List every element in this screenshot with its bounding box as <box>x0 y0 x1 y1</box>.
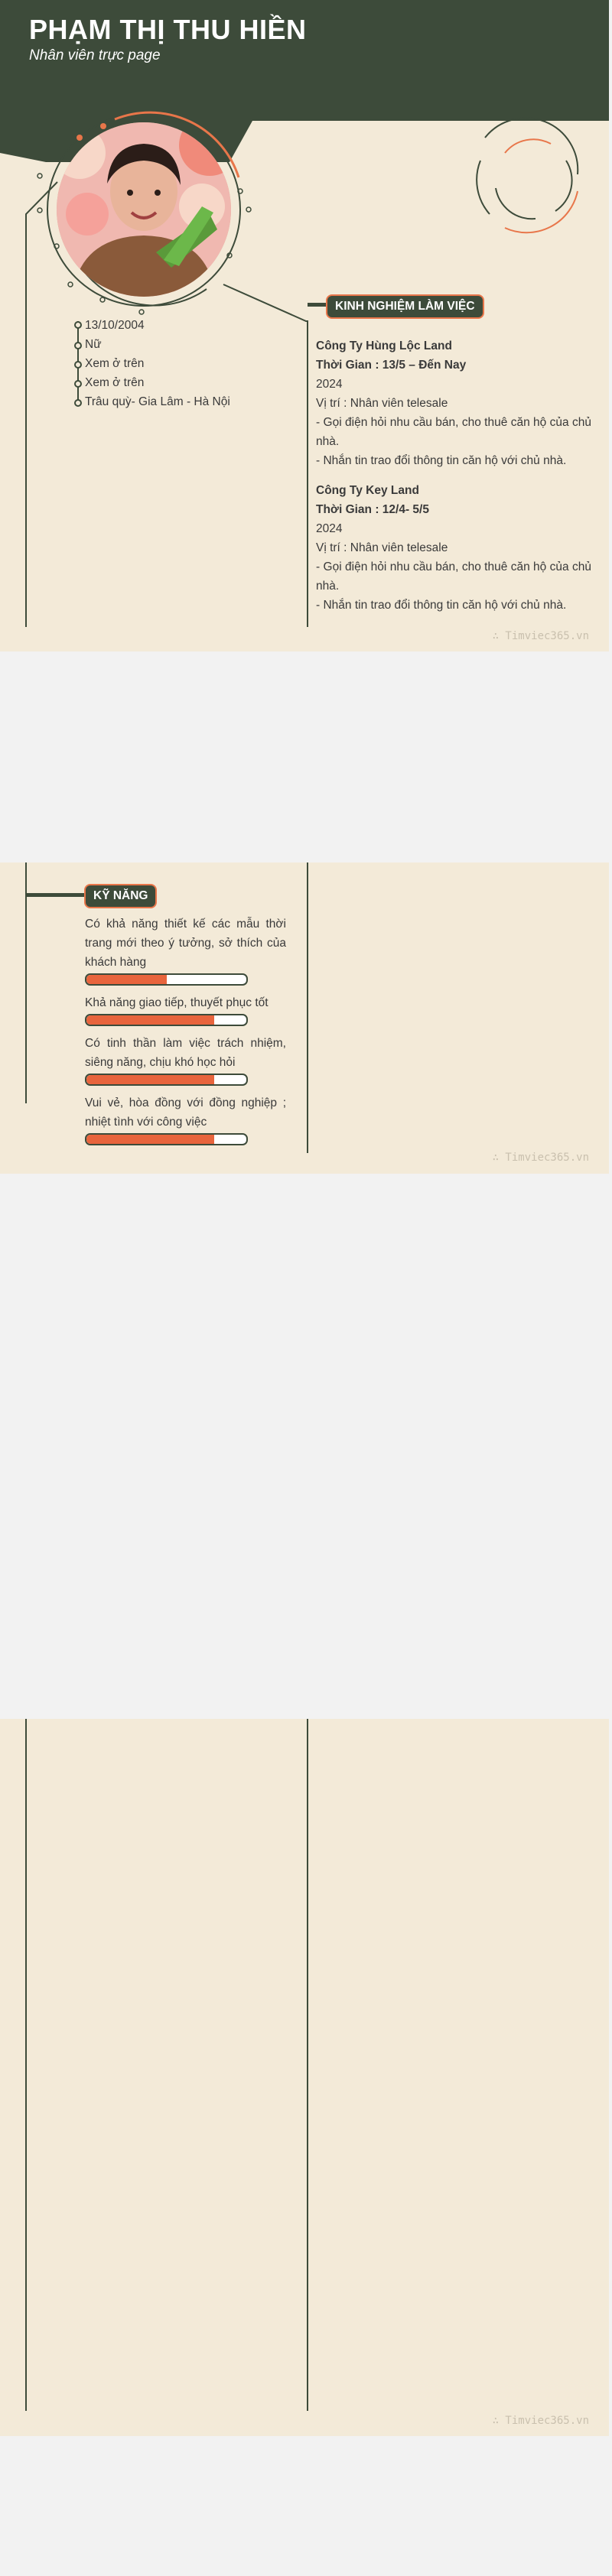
skill-text: Có tinh thần làm việc trách nhiệm, siêng năng, chịu khó học hỏi <box>85 1037 286 1069</box>
phone: Xem ở trên <box>85 357 145 370</box>
middle-rule <box>307 1719 308 2411</box>
job-company: Công Ty Hùng Lộc Land <box>316 339 452 352</box>
experience-job <box>316 336 591 470</box>
gender: Nữ <box>85 338 102 351</box>
watermark-text: Timviec365.vn <box>505 2415 589 2427</box>
cv-page-3 <box>0 1719 609 2436</box>
skill-bar-fill <box>86 1135 214 1144</box>
job-duty: - Nhắn tin trao đổi thông tin căn hộ với chủ nhà. <box>316 454 567 467</box>
job-company: Công Ty Key Land <box>316 484 419 497</box>
email: Xem ở trên <box>85 376 145 389</box>
job-position: Vị trí : Nhân viên telesale <box>316 541 448 554</box>
watermark: ∴ Timviec365.vn <box>492 630 589 642</box>
watermark-text: Timviec365.vn <box>505 630 589 642</box>
section-tab-connector <box>26 893 84 897</box>
left-rule <box>25 862 27 1103</box>
job-position: Vị trí : Nhân viên telesale <box>316 397 448 410</box>
address: Trâu quỳ- Gia Lâm - Hà Nội <box>85 395 230 408</box>
job-time: Thời Gian : 13/5 – Đến Nay <box>316 359 467 372</box>
experience-heading: KINH NGHIỆM LÀM VIỆC <box>326 294 484 319</box>
skill-bar <box>85 1133 248 1145</box>
skill-text: Có khả năng thiết kế các mẫu thời trang mới theo ý tưởng, sở thích của khách hàng <box>85 918 286 969</box>
skill-bar-fill <box>86 975 167 984</box>
skills-heading: KỸ NĂNG <box>84 884 157 908</box>
job-year: 2024 <box>316 522 343 535</box>
job-duty: - Gọi điện hỏi nhu cầu bán, cho thuê căn hộ của chủ nhà. <box>316 560 591 593</box>
skill-text: Khả năng giao tiếp, thuyết phục tốt <box>85 996 269 1009</box>
section-tab-connector <box>308 303 326 307</box>
candidate-job-title: Nhân viên trực page <box>29 47 161 63</box>
skill-bar <box>85 1074 248 1086</box>
watermark-text: Timviec365.vn <box>505 1152 589 1164</box>
job-duty: - Nhắn tin trao đổi thông tin căn hộ với chủ nhà. <box>316 599 567 612</box>
experience-job <box>316 481 591 615</box>
job-duty: - Gọi điện hỏi nhu cầu bán, cho thuê căn hộ của chủ nhà. <box>316 416 591 448</box>
candidate-name: PHẠM THỊ THU HIỀN <box>29 14 307 45</box>
skills-list <box>85 914 286 1153</box>
skill-bar <box>85 1014 248 1026</box>
avatar <box>57 122 231 297</box>
watermark: ∴ Timviec365.vn <box>492 2415 589 2427</box>
experience-list <box>316 336 591 625</box>
cv-page-1 <box>0 0 609 651</box>
cv-page-2 <box>0 862 609 1174</box>
watermark: ∴ Timviec365.vn <box>492 1152 589 1164</box>
skill-bar-fill <box>86 1015 214 1025</box>
skill-bar-fill <box>86 1075 214 1084</box>
skill-text: Vui vẻ, hòa đồng với đồng nghiệp ; nhiệt tình với công việc <box>85 1096 286 1129</box>
middle-rule <box>307 862 308 1153</box>
left-rule <box>25 1719 27 2411</box>
job-time: Thời Gian : 12/4- 5/5 <box>316 503 429 516</box>
birthday: 13/10/2004 <box>85 319 145 332</box>
job-year: 2024 <box>316 378 343 391</box>
skill-bar <box>85 973 248 986</box>
